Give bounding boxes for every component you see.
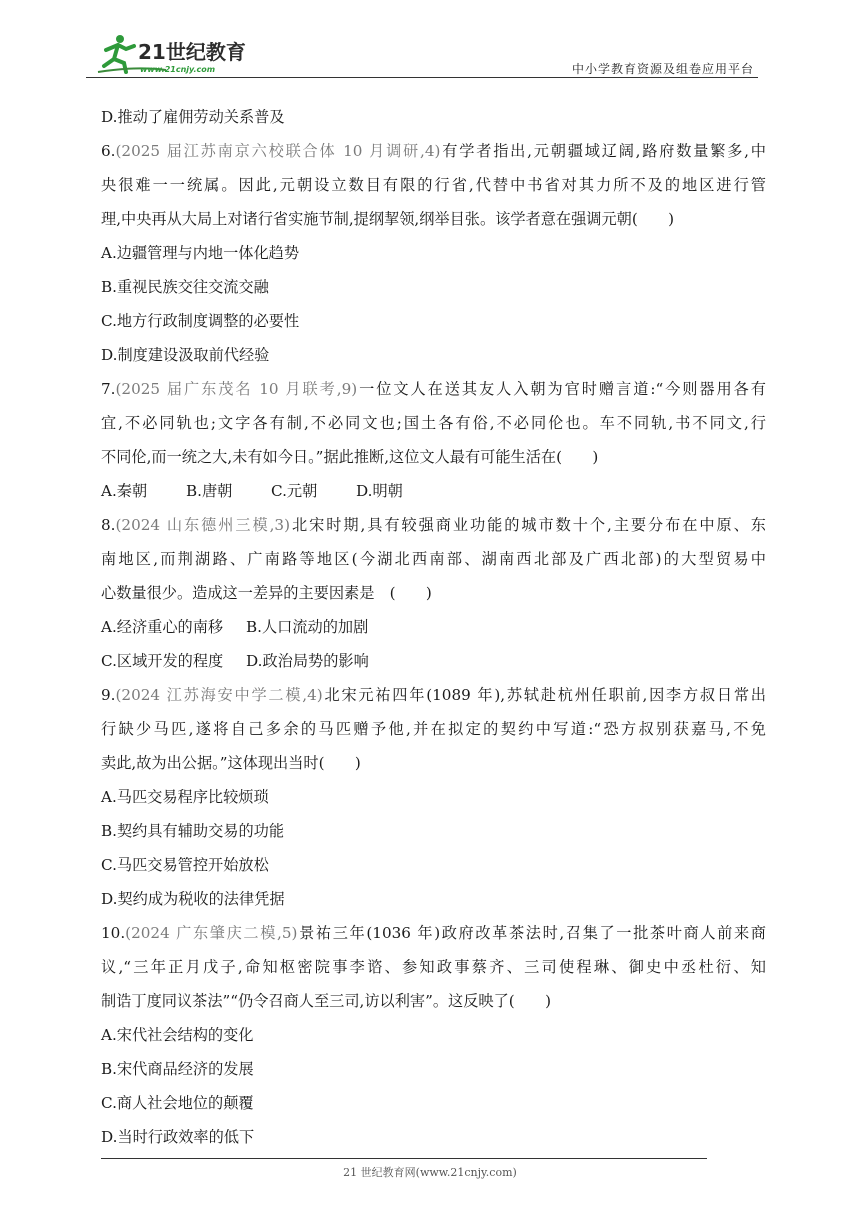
svg-text:21世纪教育: 21世纪教育 <box>138 40 246 64</box>
q9-stem-line3: 卖此,故为出公据。”这体现出当时( ) <box>101 754 361 772</box>
q9-option-a: A.马匹交易程序比较烦琐 <box>101 788 269 806</box>
q8-options-ab <box>101 610 766 644</box>
header-divider <box>86 77 758 78</box>
q7-source: (2025 届广东茂名 10 月联考,9) <box>115 380 358 398</box>
page-header <box>96 30 758 76</box>
q10-option-a: A.宋代社会结构的变化 <box>101 1026 254 1044</box>
q7-option-c: C.元朝 <box>271 482 318 500</box>
q8-source: (2024 山东德州三模,3) <box>115 516 291 534</box>
q6-stem-line3: 理,中央再从大局上对诸行省实施节制,提纲挈领,纲举目张。该学者意在强调元朝( ) <box>101 210 675 228</box>
q6-option-d: D.制度建设汲取前代经验 <box>101 346 270 364</box>
q6-stem-line1: 6.(2025 届江苏南京六校联合体 10 月调研,4)有学者指出,元朝疆域辽阔,路府数量繁多,中 <box>101 142 766 160</box>
q6-option-b: B.重视民族交往交流交融 <box>101 278 269 296</box>
footer-divider <box>101 1158 707 1159</box>
q6-option-a: A.边疆管理与内地一体化趋势 <box>101 244 300 262</box>
q9-option-b: B.契约具有辅助交易的功能 <box>101 822 285 840</box>
q10-stem-line3: 制诰丁度同议茶法”“仍令召商人至三司,访以利害”。这反映了( ) <box>101 992 552 1010</box>
footer-text: 21 世纪教育网(www.21cnjy.com) <box>343 1166 517 1179</box>
q8-option-c: C.区域开发的程度 <box>101 652 224 670</box>
q8-option-a: A.经济重心的南移 <box>101 618 224 636</box>
platform-label: 中小学教育资源及组卷应用平台 <box>571 62 754 76</box>
q8-stem-line2: 南地区,而荆湖路、广南路等地区(今湖北西南部、湖南西北部及广西北部)的大型贸易中 <box>101 550 766 568</box>
q9-option-c: C.马匹交易管控开始放松 <box>101 856 269 874</box>
q5-option-d: D.推动了雇佣劳动关系普及 <box>101 108 285 126</box>
q7-stem-line2: 宜,不必同轨也;文字各有制,不必同文也;国土各有俗,不必同伦也。车不同轨,书不同文,行 <box>101 414 766 432</box>
q10-stem-line1: 10.(2024 广东肇庆二模,5)景祐三年(1036 年)政府改革茶法时,召集了一批茶叶商人前来商 <box>101 924 766 942</box>
q7-stem-line3: 不同伦,而一统之大,未有如今日。”据此推断,这位文人最有可能生活在( ) <box>101 448 599 466</box>
question-list <box>101 100 766 1154</box>
q6-source: (2025 届江苏南京六校联合体 10 月调研,4) <box>115 142 441 160</box>
q9-stem-line1: 9.(2024 江苏海安中学二模,4)北宋元祐四年(1089 年),苏轼赴杭州任职前,因李方叔日常出 <box>101 686 766 704</box>
q6-stem-line2: 央很难一一统属。因此,元朝设立数目有限的行省,代替中书省对其力所不及的地区进行管 <box>101 176 766 194</box>
q9-source: (2024 江苏海安中学二模,4) <box>115 686 323 704</box>
q7-option-d: D.明朝 <box>356 482 403 500</box>
q10-source: (2024 广东肇庆二模,5) <box>125 924 298 942</box>
q6-option-c: C.地方行政制度调整的必要性 <box>101 312 300 330</box>
q10-option-d: D.当时行政效率的低下 <box>101 1128 255 1146</box>
q8-stem-line1: 8.(2024 山东德州三模,3)北宋时期,具有较强商业功能的城市数十个,主要分布在中原、东 <box>101 516 766 534</box>
svg-text:www.21cnjy.com: www.21cnjy.com <box>140 65 216 74</box>
q7-stem-line1: 7.(2025 届广东茂名 10 月联考,9)一位文人在送其友人入朝为官时赠言道:“今则器用各有 <box>101 380 766 398</box>
q8-option-b: B.人口流动的加剧 <box>246 618 369 636</box>
q7-options <box>101 474 766 508</box>
q9-stem-line2: 行缺少马匹,遂将自己多余的马匹赠予他,并在拟定的契约中写道:“恐方叔别获嘉马,不免 <box>101 720 766 738</box>
q8-option-d: D.政治局势的影响 <box>246 652 369 670</box>
q7-option-b: B.唐朝 <box>186 482 233 500</box>
logo-21cnjy <box>96 32 261 76</box>
q9-option-d: D.契约成为税收的法律凭据 <box>101 890 285 908</box>
q8-options-cd <box>101 644 766 678</box>
q10-option-c: C.商人社会地位的颠覆 <box>101 1094 254 1112</box>
q10-option-b: B.宋代商品经济的发展 <box>101 1060 254 1078</box>
q8-stem-line3: 心数量很少。造成这一差异的主要因素是 ( ) <box>101 584 432 602</box>
q7-option-a: A.秦朝 <box>101 482 148 500</box>
q10-stem-line2: 议,“三年正月戊子,命知枢密院事李谘、参知政事蔡齐、三司使程琳、御史中丞杜衍、知 <box>101 958 766 976</box>
